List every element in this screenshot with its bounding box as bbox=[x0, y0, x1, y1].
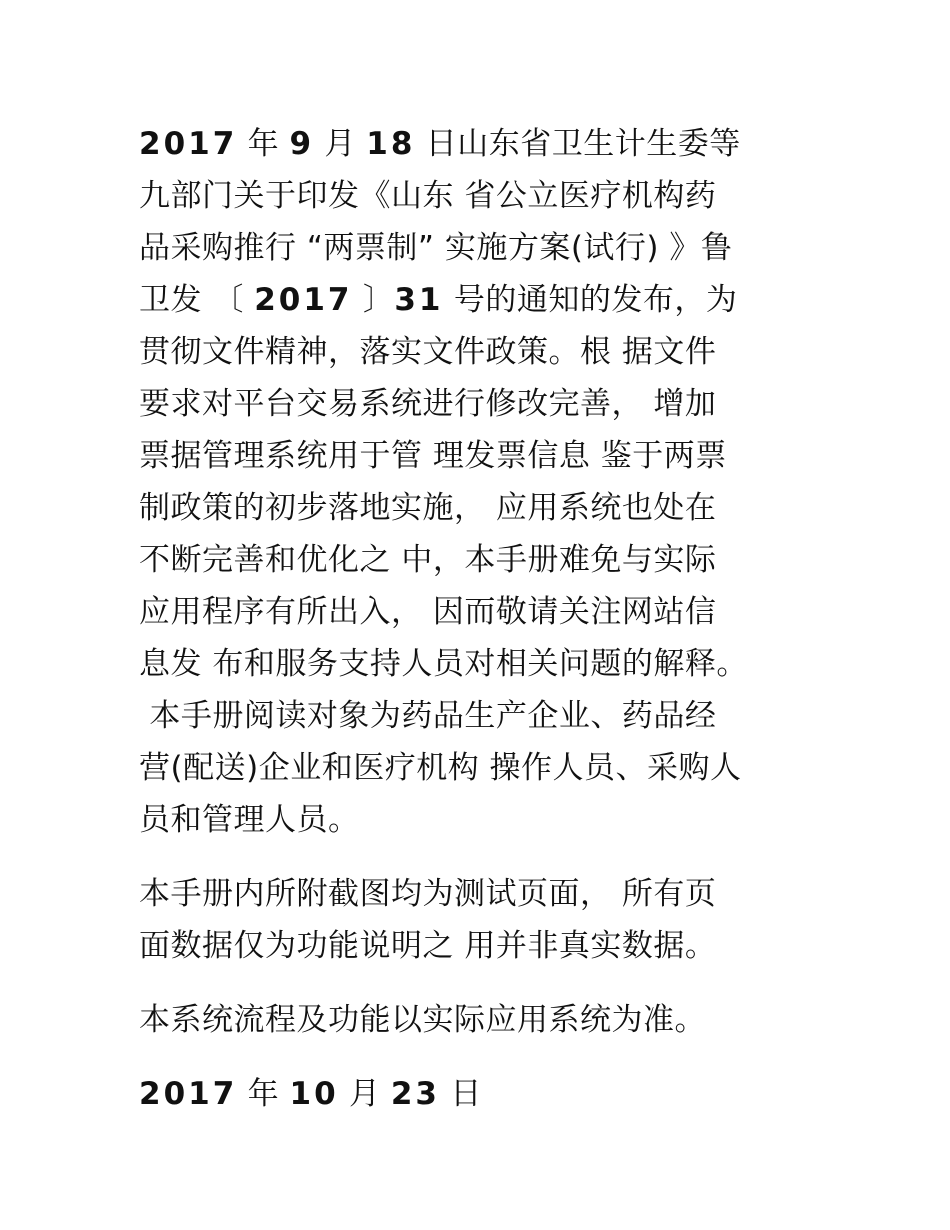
text-line: 品采购推行 “两票制” 实施方案(试行) 》鲁 bbox=[139, 230, 733, 266]
text-line: 制政策的初步落地实施， 应用系统也处在 bbox=[139, 490, 717, 526]
text-line: 营(配送)企业和医疗机构 操作人员、采购人 bbox=[139, 750, 742, 786]
text-line: 息发 布和服务支持人员对相关问题的解释。 bbox=[139, 646, 748, 682]
paragraph-system-note bbox=[139, 994, 819, 1046]
text-line: 员和管理人员。 bbox=[139, 802, 360, 838]
text-line: 九部门关于印发《山东 省公立医疗机构药 bbox=[139, 178, 717, 214]
document-page bbox=[139, 118, 819, 1120]
text-line: 票据管理系统用于管 理发票信息 鉴于两票 bbox=[139, 438, 727, 474]
text-line: 本手册内所附截图均为测试页面， 所有页 bbox=[139, 876, 717, 912]
text-line: 贯彻文件精神，落实文件政策。根 据文件 bbox=[139, 334, 717, 370]
paragraph-intro bbox=[139, 118, 819, 846]
text-line: 卫发 〔 2017 〕31 号的通知的发布，为 bbox=[139, 282, 738, 318]
text-line: 2017 年 9 月 18 日山东省卫生计生委等 bbox=[139, 126, 741, 162]
text-line: 本系统流程及功能以实际应用系统为准。 bbox=[139, 1002, 706, 1038]
text-line: 不断完善和优化之 中，本手册难免与实际 bbox=[139, 542, 717, 578]
text-line: 面数据仅为功能说明之 用并非真实数据。 bbox=[139, 928, 717, 964]
text-line: 要求对平台交易系统进行修改完善， 增加 bbox=[139, 386, 717, 422]
date-line: 2017 年 10 月 23 日 bbox=[139, 1076, 482, 1112]
text-line: 应用程序有所出入， 因而敬请关注网站信 bbox=[139, 594, 717, 630]
paragraph-screenshots-note bbox=[139, 868, 819, 972]
document-date bbox=[139, 1068, 819, 1120]
text-line: 本手册阅读对象为药品生产企业、药品经 bbox=[139, 698, 717, 734]
